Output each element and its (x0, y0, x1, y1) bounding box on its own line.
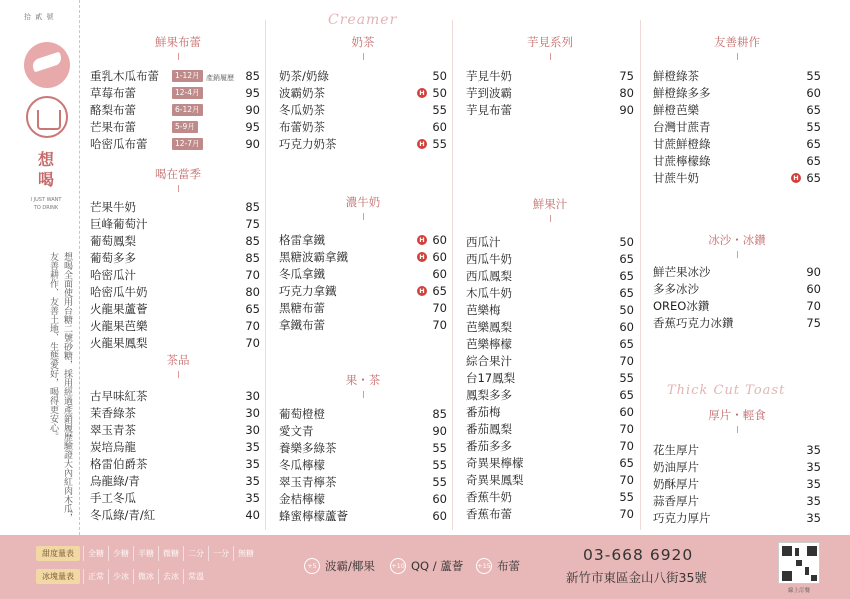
hot-available-icon: H (417, 139, 427, 149)
item-price: 90 (806, 265, 821, 279)
season-tag: 6-12月 (172, 104, 203, 116)
item-name: 火龍果蘆薈 (90, 302, 148, 316)
creamer-script-title: Creamer (328, 12, 398, 28)
season-tag: 12-7月 (172, 138, 203, 150)
item-name: 芭樂梅 (466, 303, 501, 317)
menu-item[interactable] (653, 85, 821, 101)
addon-1 (304, 556, 383, 576)
menu-item[interactable] (90, 119, 260, 135)
item-name: 葡萄多多 (90, 251, 136, 265)
toast-script-title: Thick Cut Toast (667, 383, 786, 398)
item-price: 55 (806, 120, 821, 134)
menu-item[interactable] (466, 85, 634, 101)
section-title-milk-tea: 奶茶 (323, 34, 403, 50)
menu-item[interactable] (279, 249, 447, 265)
item-price: 90 (619, 103, 634, 117)
item-price: 50 (432, 86, 447, 100)
menu-item[interactable] (90, 318, 260, 334)
menu-item[interactable] (90, 335, 260, 351)
menu-item[interactable] (466, 68, 634, 84)
item-price: 70 (806, 299, 821, 313)
ice-label: 冰塊量表 (36, 569, 80, 584)
item-price: 55 (432, 103, 447, 117)
section-title-fruit-pudding: 鮮果布蕾 (138, 34, 218, 50)
item-price: 65 (432, 284, 447, 298)
hot-available-icon: H (417, 235, 427, 245)
item-price: 40 (245, 508, 260, 522)
season-tag: 12-4月 (172, 87, 203, 99)
item-price: 70 (245, 336, 260, 350)
menu-item[interactable] (279, 457, 447, 473)
item-name: 酪梨布蕾 (90, 103, 136, 117)
item-name: 巧克力奶茶 (279, 137, 337, 151)
item-price: 70 (432, 318, 447, 332)
menu-item[interactable] (653, 153, 821, 169)
item-price: 60 (806, 282, 821, 296)
brand-tagline-2: 友善耕作、友善土地、生態愛好，喝得更安心。 (48, 252, 58, 441)
hot-available-icon: H (791, 173, 801, 183)
item-name: 葡萄鳳梨 (90, 234, 136, 248)
item-price: 30 (245, 406, 260, 420)
section-title-toast: 厚片・輕食 (697, 407, 777, 423)
item-name: 黑糖波霸拿鐵 (279, 250, 348, 264)
item-price: 70 (432, 301, 447, 315)
item-name: 冬瓜綠/青/紅 (90, 508, 156, 522)
menu-item[interactable] (90, 422, 260, 438)
item-price: 60 (806, 86, 821, 100)
ice-option[interactable]: 常溫 (183, 569, 208, 584)
item-price: 70 (619, 422, 634, 436)
item-name: 金桔檸檬 (279, 492, 325, 506)
menu-item[interactable] (90, 136, 260, 152)
item-price: 65 (806, 103, 821, 117)
item-name: 養樂多綠茶 (279, 441, 337, 455)
item-name: 奶酥厚片 (653, 477, 699, 491)
item-price: 55 (432, 137, 447, 151)
hot-available-icon: H (417, 88, 427, 98)
menu-item[interactable] (279, 491, 447, 507)
item-name: 哈密瓜布蕾 (90, 137, 148, 151)
item-price: 70 (619, 439, 634, 453)
menu-item[interactable] (653, 298, 821, 314)
item-name: 鮮橙芭樂 (653, 103, 699, 117)
item-price: 35 (245, 474, 260, 488)
menu-item[interactable] (90, 85, 260, 101)
item-name: 芋見布蕾 (466, 103, 512, 117)
item-name: 鮮芒果冰沙 (653, 265, 711, 279)
menu-item[interactable] (279, 119, 447, 135)
item-name: 布蕾奶茶 (279, 120, 325, 134)
item-name: 巨峰葡萄汁 (90, 217, 148, 231)
item-price: 50 (619, 303, 634, 317)
item-name: 甘蔗牛奶 (653, 171, 699, 185)
menu-item[interactable] (466, 438, 634, 454)
item-price: 35 (806, 494, 821, 508)
item-name: 西瓜牛奶 (466, 252, 512, 266)
item-price: 65 (245, 302, 260, 316)
menu-item[interactable] (279, 266, 447, 282)
menu-item[interactable] (653, 68, 821, 84)
item-price: 35 (245, 440, 260, 454)
item-name: 番茄鳳梨 (466, 422, 512, 436)
menu-item[interactable] (653, 476, 821, 492)
menu-item[interactable] (90, 233, 260, 249)
item-price: 80 (245, 285, 260, 299)
ice-option[interactable]: 正常 (83, 569, 108, 584)
item-name: 冬瓜奶茶 (279, 103, 325, 117)
item-name: 芒果布蕾 (90, 120, 136, 134)
item-price: 35 (245, 491, 260, 505)
item-name: 格雷拿鐵 (279, 233, 325, 247)
menu-item[interactable] (466, 387, 634, 403)
item-name: 翠玉青檸茶 (279, 475, 337, 489)
item-name: 香蕉巧克力冰鑽 (653, 316, 734, 330)
menu-item[interactable] (653, 442, 821, 458)
season-tag: 5-9月 (172, 121, 198, 133)
item-name: 拿鐵布蕾 (279, 318, 325, 332)
brand-english: I JUST WANT TO DRINK (30, 197, 62, 211)
hot-available-icon: H (417, 252, 427, 262)
item-name: 西瓜鳳梨 (466, 269, 512, 283)
item-price: 60 (619, 320, 634, 334)
item-name: 冬瓜拿鐵 (279, 267, 325, 281)
item-price: 70 (245, 268, 260, 282)
menu-item[interactable] (466, 455, 634, 471)
menu-item[interactable] (466, 336, 634, 352)
item-price: 75 (245, 217, 260, 231)
addon-price-badge: +5 (304, 558, 320, 574)
item-price: 35 (806, 511, 821, 525)
section-title-tea: 茶品 (138, 352, 218, 368)
brand-top-label: 拾 貳 號 (24, 13, 55, 21)
brand-tagline-1: 想喝全面使用台糖二號砂糖，採用經過產銷履歷驗證大內紅肉木瓜， (62, 252, 72, 522)
sweet-option[interactable]: 無糖 (233, 546, 258, 561)
menu-item[interactable] (466, 353, 634, 369)
item-name: 台灣甘蔗青 (653, 120, 711, 134)
menu-item[interactable] (466, 370, 634, 386)
menu-item[interactable] (279, 232, 447, 248)
addon-name: 波霸/椰果 (325, 559, 375, 573)
item-price: 65 (619, 337, 634, 351)
hot-available-icon: H (417, 286, 427, 296)
column-divider (452, 20, 453, 530)
ice-option[interactable]: 微冰 (133, 569, 158, 584)
menu-item[interactable] (279, 440, 447, 456)
item-name: 香蕉布蕾 (466, 507, 512, 521)
menu-item[interactable] (653, 493, 821, 509)
menu-item[interactable] (466, 404, 634, 420)
addon-name: QQ / 蘆薈 (411, 559, 464, 573)
cup-icon (26, 96, 68, 138)
item-price: 35 (806, 460, 821, 474)
item-price: 65 (806, 154, 821, 168)
item-price: 70 (619, 354, 634, 368)
season-tag: 1-12月 (172, 70, 203, 82)
item-price: 60 (432, 233, 447, 247)
section-title-seasonal: 喝在當季 (138, 166, 218, 182)
item-name: 西瓜汁 (466, 235, 501, 249)
menu-item[interactable] (279, 300, 447, 316)
menu-item[interactable] (653, 459, 821, 475)
addon-name: 布蕾 (497, 559, 520, 573)
item-name: 多多冰沙 (653, 282, 699, 296)
item-name: 冬瓜檸檬 (279, 458, 325, 472)
menu-item[interactable] (279, 136, 447, 152)
item-price: 55 (432, 458, 447, 472)
item-price: 65 (619, 388, 634, 402)
item-name: 芭樂檸檬 (466, 337, 512, 351)
menu-item[interactable] (90, 439, 260, 455)
sweet-option[interactable]: 半糖 (133, 546, 158, 561)
addon-price-badge: +15 (476, 558, 492, 574)
item-name: OREO冰鑽 (653, 299, 710, 313)
item-price: 75 (806, 316, 821, 330)
item-name: 甘蔗鮮橙綠 (653, 137, 711, 151)
menu-item[interactable] (466, 234, 634, 250)
item-name: 巧克力厚片 (653, 511, 711, 525)
menu-item[interactable] (653, 510, 821, 526)
item-price: 60 (619, 405, 634, 419)
item-price: 60 (432, 509, 447, 523)
menu-item[interactable] (90, 388, 260, 404)
menu-item[interactable] (466, 302, 634, 318)
item-price: 65 (619, 456, 634, 470)
item-name: 巧克力拿鐵 (279, 284, 337, 298)
item-price: 85 (245, 200, 260, 214)
sweetness-label: 甜度量表 (36, 546, 80, 561)
item-price: 90 (432, 424, 447, 438)
item-name: 奇異果鳳梨 (466, 473, 524, 487)
section-title-fruit-tea: 果・茶 (323, 372, 403, 388)
item-name: 芒果牛奶 (90, 200, 136, 214)
item-price: 55 (432, 475, 447, 489)
ice-option[interactable]: 少冰 (108, 569, 133, 584)
menu-item[interactable] (279, 508, 447, 524)
item-price: 55 (806, 69, 821, 83)
menu-item[interactable] (279, 68, 447, 84)
hand-logo-icon (24, 42, 70, 88)
menu-item[interactable] (653, 281, 821, 297)
item-price: 70 (245, 319, 260, 333)
section-title-taro: 芋見系列 (510, 34, 590, 50)
item-name: 哈密瓜牛奶 (90, 285, 148, 299)
ice-option[interactable]: 去冰 (158, 569, 183, 584)
item-name: 奇異果檸檬 (466, 456, 524, 470)
item-name: 手工冬瓜 (90, 491, 136, 505)
item-price: 30 (245, 423, 260, 437)
menu-item[interactable] (653, 170, 821, 186)
menu-item[interactable] (466, 472, 634, 488)
item-name: 波霸奶茶 (279, 86, 325, 100)
item-name: 番茄多多 (466, 439, 512, 453)
item-price: 70 (619, 473, 634, 487)
item-price: 85 (245, 234, 260, 248)
item-name: 芭樂鳳梨 (466, 320, 512, 334)
menu-item[interactable] (90, 456, 260, 472)
menu-item[interactable] (466, 506, 634, 522)
menu-item[interactable] (90, 473, 260, 489)
column-divider (265, 20, 266, 530)
addon-price-badge: +10 (390, 558, 406, 574)
item-price: 30 (245, 389, 260, 403)
column-divider (640, 20, 641, 530)
menu-item[interactable] (279, 474, 447, 490)
item-name: 愛文青 (279, 424, 314, 438)
section-title-fresh-juice: 鮮果汁 (510, 196, 590, 212)
item-price: 55 (619, 490, 634, 504)
item-price: 70 (619, 507, 634, 521)
addon-2 (390, 556, 471, 576)
item-price: 55 (432, 441, 447, 455)
item-price: 65 (619, 269, 634, 283)
menu-item[interactable] (90, 199, 260, 215)
item-name: 格雷伯爵茶 (90, 457, 148, 471)
item-name: 鮮橙綠茶 (653, 69, 699, 83)
menu-item[interactable] (279, 85, 447, 101)
menu-item[interactable] (90, 284, 260, 300)
section-title-friendly-farm: 友善耕作 (697, 34, 777, 50)
sweet-option[interactable]: 微糖 (158, 546, 183, 561)
item-name: 奶茶/奶綠 (279, 69, 329, 83)
item-name: 烏龍綠/青 (90, 474, 140, 488)
item-name: 香蕉牛奶 (466, 490, 512, 504)
menu-item[interactable] (653, 102, 821, 118)
item-name: 花生厚片 (653, 443, 699, 457)
item-name: 蜂蜜檸檬蘆薈 (279, 509, 348, 523)
menu-item[interactable] (90, 267, 260, 283)
item-name: 炭培烏龍 (90, 440, 136, 454)
item-name: 台17鳳梨 (466, 371, 516, 385)
brand-strip (0, 0, 80, 535)
menu-item[interactable] (466, 251, 634, 267)
item-price: 75 (619, 69, 634, 83)
item-name: 黑糖布蕾 (279, 301, 325, 315)
item-price: 85 (245, 69, 260, 83)
item-price: 60 (432, 492, 447, 506)
item-name: 奶油厚片 (653, 460, 699, 474)
item-price: 50 (432, 69, 447, 83)
item-price: 95 (245, 120, 260, 134)
item-price: 65 (619, 252, 634, 266)
item-name: 翠玉青茶 (90, 423, 136, 437)
item-name: 番茄梅 (466, 405, 501, 419)
item-name: 茉香綠茶 (90, 406, 136, 420)
menu-item[interactable] (90, 490, 260, 506)
menu-item[interactable] (279, 283, 447, 299)
item-price: 65 (806, 171, 821, 185)
sweetness-scale (36, 546, 258, 561)
qr-label: 線上訂餐 (787, 588, 810, 594)
item-name: 哈密瓜汁 (90, 268, 136, 282)
menu-item[interactable] (90, 405, 260, 421)
item-price: 85 (432, 407, 447, 421)
item-price: 80 (619, 86, 634, 100)
item-name: 鳳梨多多 (466, 388, 512, 402)
menu-item[interactable] (90, 216, 260, 232)
item-price: 90 (245, 103, 260, 117)
menu-item[interactable] (466, 489, 634, 505)
section-title-ice: 冰沙・冰鑽 (697, 232, 777, 248)
item-price: 50 (619, 235, 634, 249)
item-name: 火龍果鳳梨 (90, 336, 148, 350)
menu-item[interactable] (90, 102, 260, 118)
menu-item[interactable] (279, 102, 447, 118)
menu-item[interactable] (279, 317, 447, 333)
menu-item[interactable] (90, 301, 260, 317)
section-title-thick-milk: 濃牛奶 (323, 194, 403, 210)
menu-item[interactable] (653, 264, 821, 280)
item-name: 蒜香厚片 (653, 494, 699, 508)
menu-item[interactable] (466, 319, 634, 335)
menu-item[interactable] (279, 423, 447, 439)
item-note: 產銷履歷 (206, 74, 234, 82)
menu-item[interactable] (653, 315, 821, 331)
item-name: 甘蔗檸檬綠 (653, 154, 711, 168)
brand-name: 想喝 (37, 150, 54, 189)
item-price: 55 (619, 371, 634, 385)
item-price: 60 (432, 250, 447, 264)
item-price: 65 (806, 137, 821, 151)
menu-item[interactable] (653, 119, 821, 135)
item-name: 葡萄橙橙 (279, 407, 325, 421)
menu-item[interactable] (90, 250, 260, 266)
item-price: 35 (806, 443, 821, 457)
item-name: 火龍果芭樂 (90, 319, 148, 333)
menu-item[interactable] (90, 507, 260, 523)
sweet-option[interactable]: 全糖 (83, 546, 108, 561)
item-name: 芋到波霸 (466, 86, 512, 100)
menu-item[interactable] (466, 268, 634, 284)
sweet-option[interactable]: 一分 (208, 546, 233, 561)
ice-scale (36, 569, 208, 584)
store-address: 新竹市東區金山八街35號 (566, 570, 707, 585)
item-name: 綜合果汁 (466, 354, 512, 368)
menu-item[interactable] (466, 102, 634, 118)
item-price: 60 (432, 120, 447, 134)
item-name: 芋見牛奶 (466, 69, 512, 83)
item-name: 鮮橙綠多多 (653, 86, 711, 100)
addon-3 (476, 556, 528, 576)
phone-number[interactable]: 03-668 6920 (583, 546, 694, 564)
item-price: 90 (245, 137, 260, 151)
item-price: 65 (619, 286, 634, 300)
item-price: 95 (245, 86, 260, 100)
item-price: 85 (245, 251, 260, 265)
menu-item[interactable] (90, 68, 260, 84)
item-name: 重乳木瓜布蕾 (90, 69, 159, 83)
menu-item[interactable] (279, 406, 447, 422)
menu-item[interactable] (466, 285, 634, 301)
qr-code-icon[interactable] (778, 542, 820, 584)
item-name: 木瓜牛奶 (466, 286, 512, 300)
item-name: 古早味紅茶 (90, 389, 148, 403)
item-price: 35 (245, 457, 260, 471)
item-price: 60 (432, 267, 447, 281)
menu-item[interactable] (466, 421, 634, 437)
item-name: 草莓布蕾 (90, 86, 136, 100)
sweet-option[interactable]: 二分 (183, 546, 208, 561)
sweet-option[interactable]: 少糖 (108, 546, 133, 561)
item-price: 35 (806, 477, 821, 491)
menu-item[interactable] (653, 136, 821, 152)
